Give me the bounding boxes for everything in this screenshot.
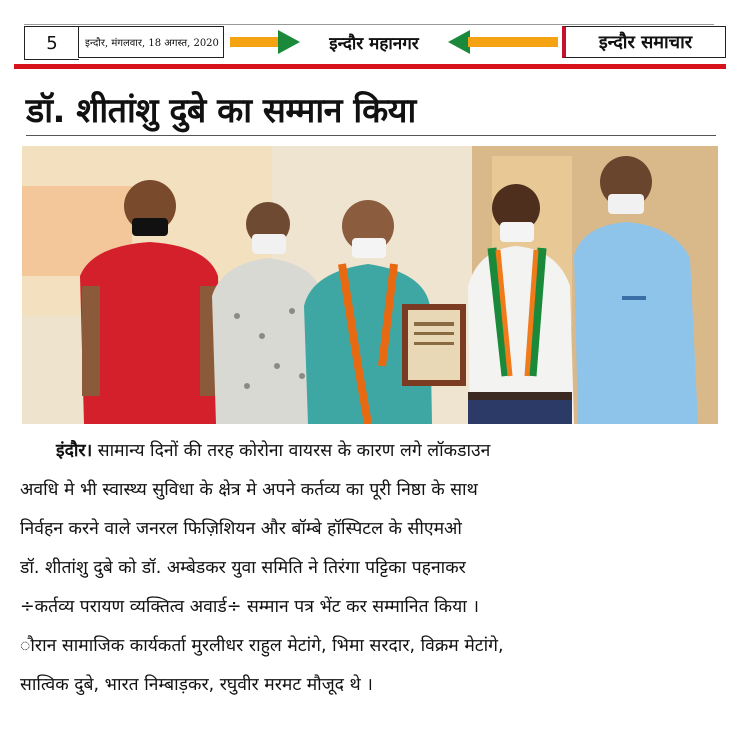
article-photo <box>22 146 718 424</box>
issue-date: इन्दौर, मंगलवार, 18 अगस्त, 2020 <box>78 26 224 58</box>
article-headline: डॉ. शीतांशु दुबे का सम्मान किया <box>26 91 416 131</box>
section-title-news: इन्दौर समाचार <box>562 26 726 58</box>
article-line-1: इंदौर। सामान्य दिनों की तरह कोरोना वायरस के कारण लगे लॉकडाउन <box>56 441 491 461</box>
page-header <box>14 20 726 66</box>
article-line-7: सात्विक दुबे, भारत निम्बाड़कर, रघुवीर मरमट मौजूद थे । <box>20 675 373 695</box>
header-red-rule <box>14 64 726 69</box>
arrow-left-icon <box>448 30 558 54</box>
article-line-3: निर्वहन करने वाले जनरल फिज़िशियन और बॉम्बे हॉस्पिटल के सीएमओ <box>20 519 462 539</box>
article-line-2: अवधि मे भी स्वास्थ्य सुविधा के क्षेत्र मे अपने कर्तव्य का पूरी निष्ठा के साथ <box>20 480 478 500</box>
article-dateline: इंदौर। <box>56 441 93 461</box>
page-number: 5 <box>24 26 79 60</box>
article-line-4: डॉ. शीतांशु दुबे को डॉ. अम्बेडकर युवा समिति ने तिरंगा पट्टिका पहनाकर <box>20 558 466 578</box>
group-photo-award-ceremony <box>22 146 718 424</box>
article-line-5: ÷कर्तव्य परायण व्यक्तित्व अवार्ड÷ सम्मान पत्र भेंट कर सम्मानित किया । <box>20 597 479 617</box>
article-line-6: ौरान सामाजिक कार्यकर्ता मुरलीधर राहुल मेटांगे, भिमा सरदार, विक्रम मेटांगे, <box>20 636 504 656</box>
arrow-right-icon <box>230 30 300 54</box>
headline-underline <box>26 135 716 136</box>
section-title-city: इन्दौर महानगर <box>329 33 419 54</box>
article-body <box>20 432 720 705</box>
